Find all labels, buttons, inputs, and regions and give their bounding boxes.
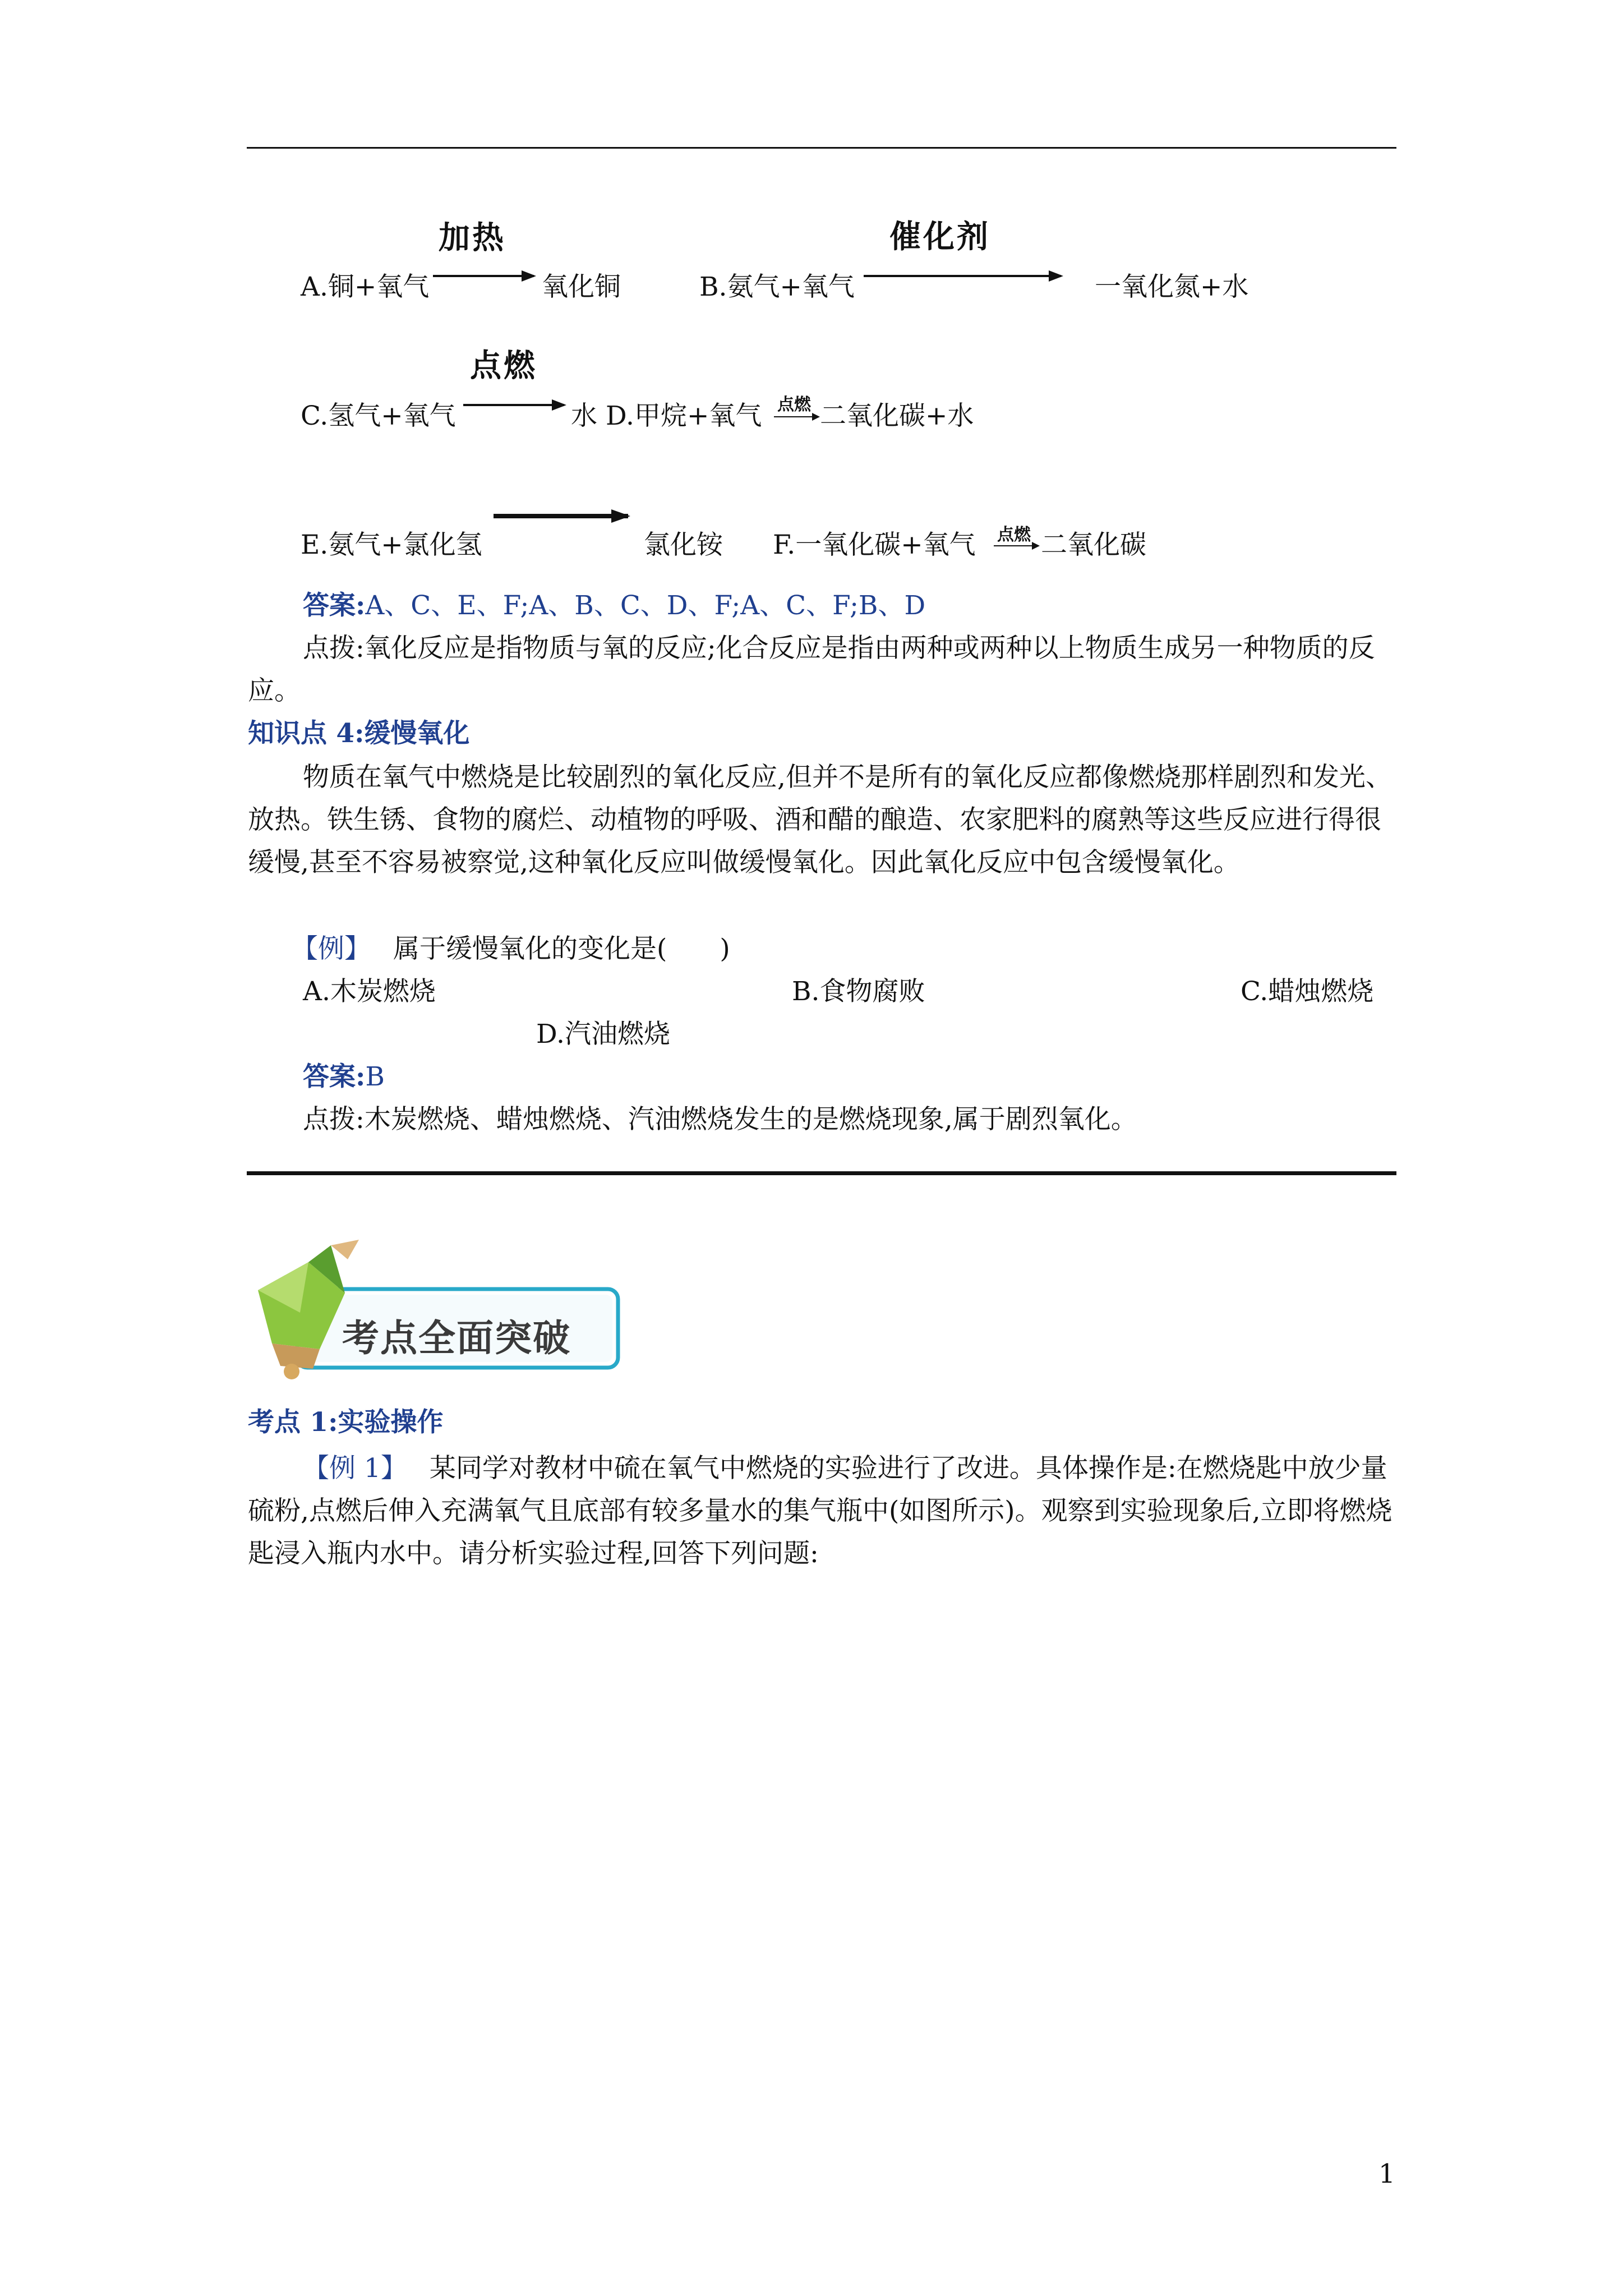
condition-d: 点燃 bbox=[777, 395, 811, 415]
section-rule bbox=[247, 1171, 1396, 1175]
example-line bbox=[292, 933, 730, 965]
reaction-b-right: 一氧化氮+水 bbox=[1095, 272, 1249, 302]
reaction-c-left: C.氢气+氧气 bbox=[301, 401, 456, 431]
reaction-d-left: D.甲烷+氧气 bbox=[606, 401, 762, 431]
kp4-title: 知识点 4:缓慢氧化 bbox=[248, 718, 470, 749]
condition-b: 催化剂 bbox=[889, 219, 990, 255]
condition-f: 点燃 bbox=[997, 525, 1031, 545]
arrow-c bbox=[463, 404, 564, 406]
example-tag: 【例】 bbox=[292, 933, 371, 964]
arrow-b bbox=[864, 275, 1061, 277]
reaction-a-right: 氧化铜 bbox=[542, 272, 621, 302]
condition-a: 加热 bbox=[439, 220, 506, 256]
arrow-d bbox=[774, 416, 819, 417]
kd1-title: 考点 1:实验操作 bbox=[248, 1407, 444, 1438]
kp4-body: 物质在氧气中燃烧是比较剧烈的氧化反应,但并不是所有的氧化反应都像燃烧那样剧烈和发光、放热。铁生锈、食物的腐烂、动植物的呼吸、酒和醋的酿造、农家肥料的腐熟等这些反应进行得很缓慢,甚至不容易被察觉,这种氧化反应叫做缓慢氧化。因此氧化反应中包含缓慢氧化。 bbox=[248, 762, 1392, 878]
answer-2 bbox=[303, 1061, 385, 1093]
reaction-e-right: 氯化铵 bbox=[644, 530, 723, 560]
page-number: 1 bbox=[1378, 2159, 1395, 2189]
reaction-b-left: B.氨气+氧气 bbox=[699, 272, 855, 302]
reaction-f-left: F.一氧化碳+氧气 bbox=[773, 530, 976, 560]
example1-tag: 【例 1】 bbox=[303, 1453, 407, 1484]
tip-2: 点拨:木炭燃烧、蜡烛燃烧、汽油燃烧发生的是燃烧现象,属于剧烈氧化。 bbox=[303, 1104, 1137, 1135]
header-rule bbox=[247, 147, 1396, 149]
reaction-c-right: 水 bbox=[571, 401, 597, 431]
banner-text: 考点全面突破 bbox=[342, 1317, 571, 1360]
arrow-e bbox=[494, 514, 628, 518]
option-a: A.木炭燃烧 bbox=[303, 976, 436, 1007]
option-c: C.蜡烛燃烧 bbox=[1241, 976, 1374, 1007]
option-b: B.食物腐败 bbox=[792, 976, 925, 1007]
answer2-value: B bbox=[365, 1061, 385, 1092]
answer-label: 答案: bbox=[303, 590, 366, 621]
arrow-f bbox=[994, 545, 1039, 546]
answer-1 bbox=[303, 590, 925, 622]
reaction-a-left: A.铜+氧气 bbox=[301, 272, 430, 302]
condition-c: 点燃 bbox=[470, 348, 537, 384]
reaction-e-left: E.氨气+氯化氢 bbox=[301, 530, 482, 560]
answer-value: A、C、E、F;A、B、C、D、F;A、C、F;B、D bbox=[365, 590, 926, 621]
arrow-a bbox=[433, 275, 534, 277]
banner-graphic bbox=[247, 1228, 628, 1386]
reaction-f-right: 二氧化碳 bbox=[1041, 530, 1146, 560]
example-question: 属于缓慢氧化的变化是( ) bbox=[393, 933, 730, 964]
example1-text: 某同学对教材中硫在氧气中燃烧的实验进行了改进。具体操作是:在燃烧匙中放少量硫粉,点燃后伸入充满氧气且底部有较多量水的集气瓶中(如图所示)。观察到实验现象后,立即将燃烧匙浸入瓶内水中。请分析实验过程,回答下列问题: bbox=[248, 1453, 1393, 1569]
option-d: D.汽油燃烧 bbox=[536, 1019, 670, 1050]
reaction-d-right: 二氧化碳+水 bbox=[820, 401, 974, 431]
tip-1: 点拨:氧化反应是指物质与氧的反应;化合反应是指由两种或两种以上物质生成另一种物质的反应。 bbox=[248, 633, 1375, 706]
answer2-label: 答案: bbox=[303, 1061, 366, 1092]
section-banner bbox=[247, 1228, 628, 1386]
example1-body bbox=[248, 1447, 1398, 1575]
